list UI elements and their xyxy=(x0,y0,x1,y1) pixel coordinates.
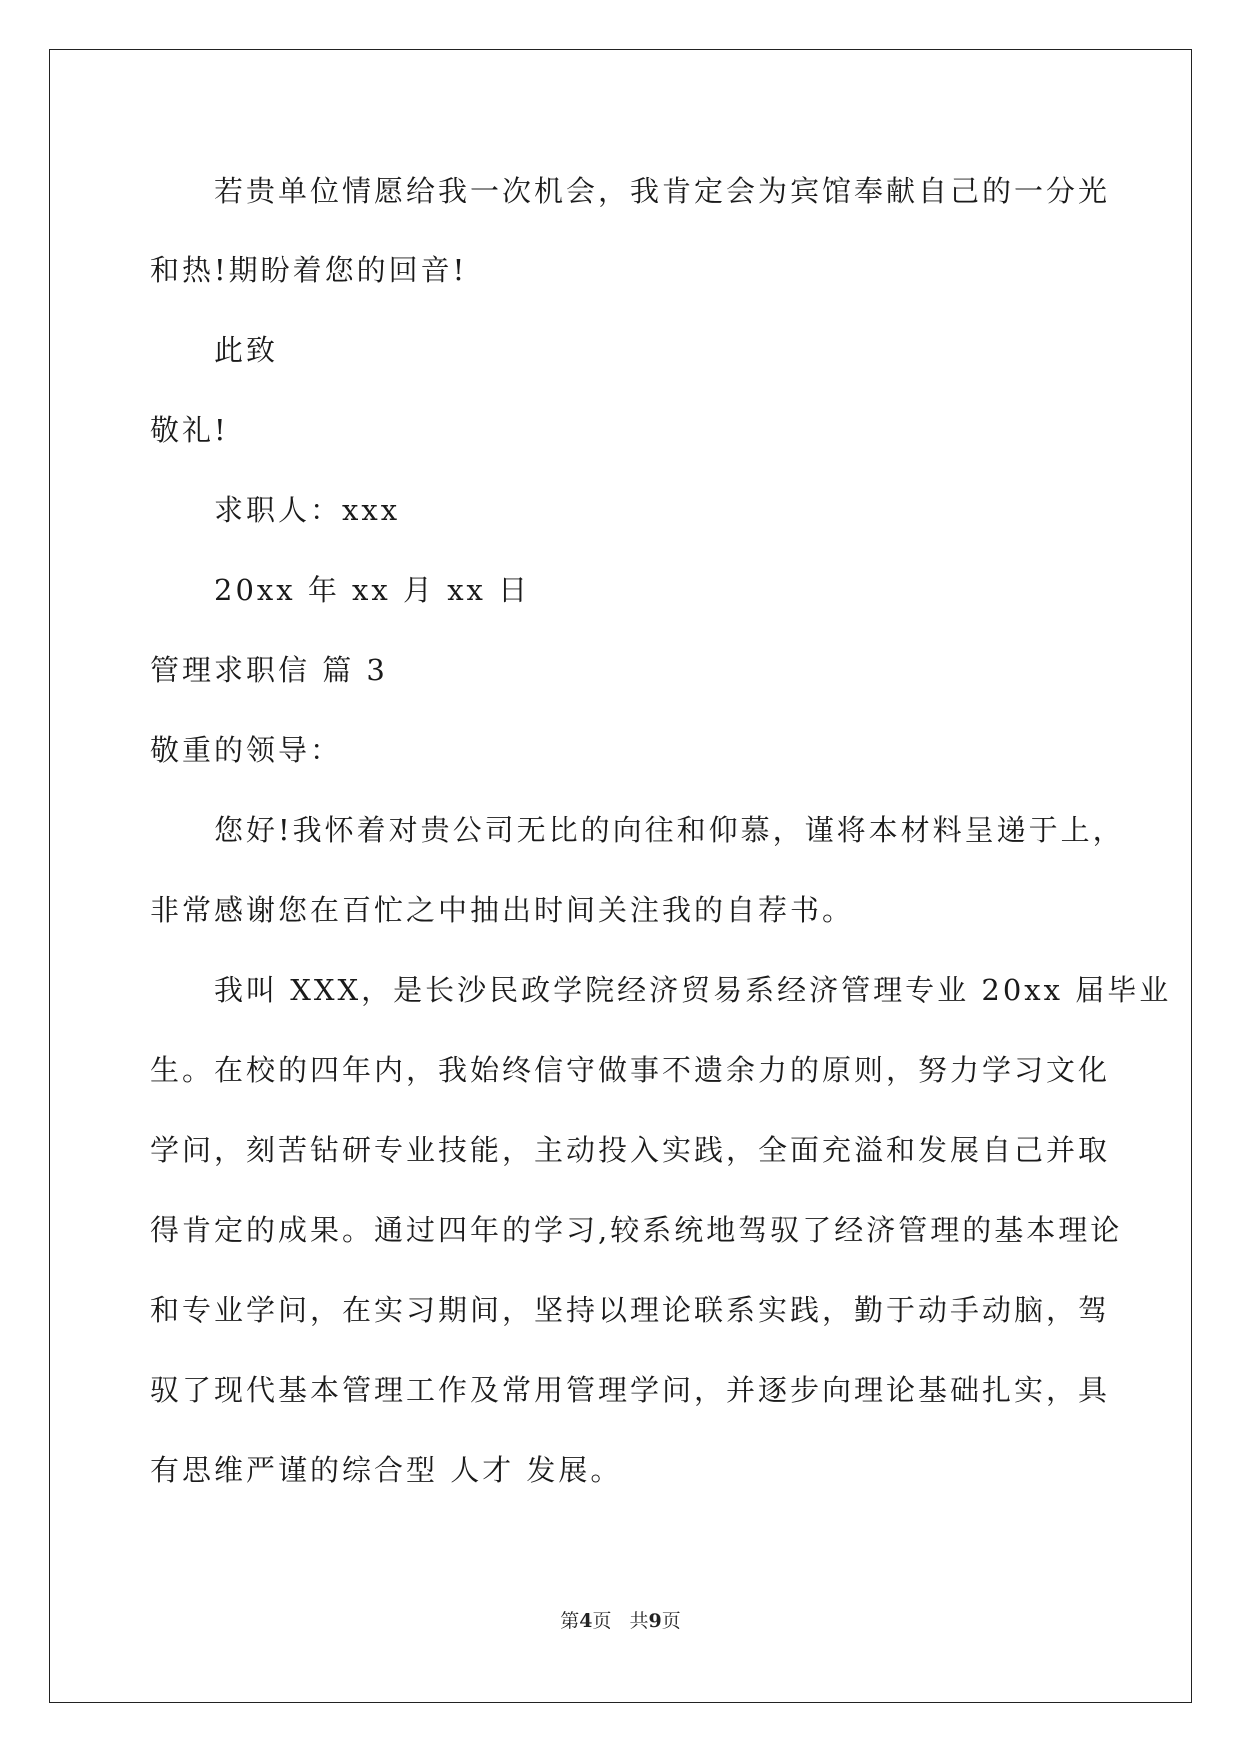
total-prefix: 共 xyxy=(629,1610,649,1632)
page-number-footer xyxy=(0,1606,1241,1633)
greeting: 敬重的领导： xyxy=(150,733,343,767)
paragraph-line: 有思维严谨的综合型 人才 发展。 xyxy=(150,1453,623,1487)
page-current: 4 xyxy=(579,1610,593,1632)
closing-regards: 敬礼! xyxy=(150,413,229,447)
section-heading: 管理求职信 篇 3 xyxy=(150,653,388,687)
paragraph-line: 得肯定的成果。通过四年的学习,较系统地驾驭了经济管理的基本理论 xyxy=(150,1213,1123,1247)
paragraph-line: 若贵单位情愿给我一次机会，我肯定会为宾馆奉献自己的一分光 xyxy=(214,174,1111,208)
total-suffix: 页 xyxy=(661,1610,681,1632)
paragraph-line: 我叫 XXX，是长沙民政学院经济贸易系经济管理专业 20xx 届毕业 xyxy=(214,973,1172,1007)
paragraph-line: 非常感谢您在百忙之中抽出时间关注我的自荐书。 xyxy=(150,893,855,927)
paragraph-line: 生。在校的四年内，我始终信守做事不遗余力的原则，努力学习文化 xyxy=(150,1053,1111,1087)
page-mid: 页 xyxy=(592,1610,612,1632)
paragraph-line: 学问，刻苦钻研专业技能，主动投入实践，全面充溢和发展自己并取 xyxy=(150,1133,1111,1167)
page-prefix: 第 xyxy=(560,1610,580,1632)
signature-date: 20xx 年 xx 月 xx 日 xyxy=(214,573,531,607)
page-total: 9 xyxy=(648,1610,662,1632)
paragraph-line: 和热!期盼着您的回音! xyxy=(150,253,468,287)
paragraph-line: 和专业学问，在实习期间，坚持以理论联系实践，勤于动手动脑，驾 xyxy=(150,1293,1111,1327)
signature-applicant: 求职人：xxx xyxy=(214,493,401,527)
closing-salutation: 此致 xyxy=(214,333,279,367)
paragraph-line: 驭了现代基本管理工作及常用管理学问，并逐步向理论基础扎实，具 xyxy=(150,1373,1111,1407)
paragraph-line: 您好!我怀着对贵公司无比的向往和仰慕，谨将本材料呈递于上， xyxy=(214,813,1125,847)
